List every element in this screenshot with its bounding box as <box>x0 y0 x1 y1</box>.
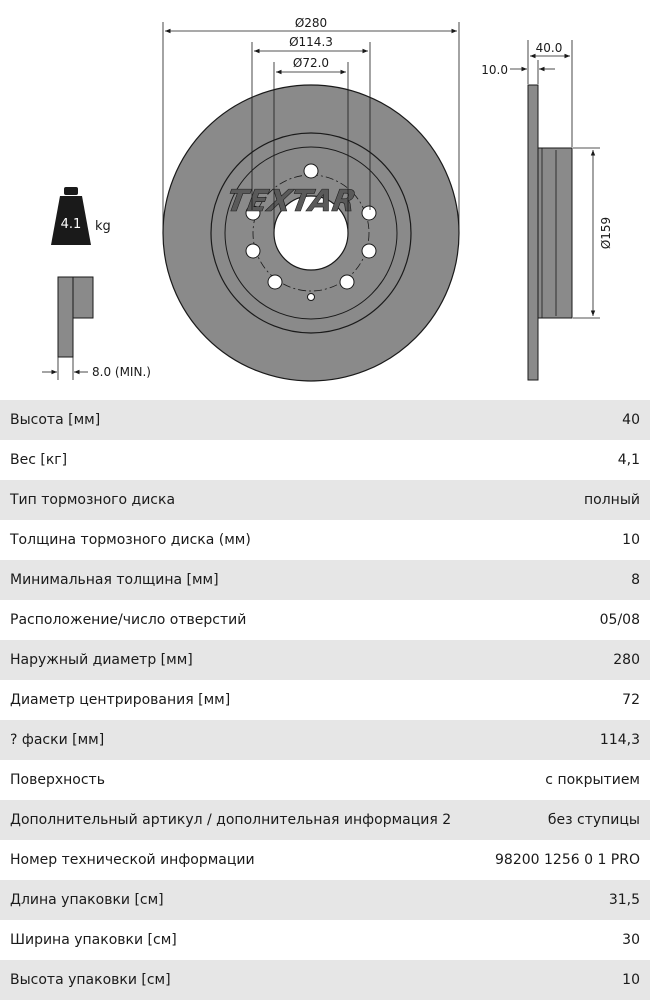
outer-diameter-label: Ø280 <box>294 16 328 30</box>
spec-label: Толщина тормозного диска (мм) <box>10 532 251 548</box>
disc-side-view <box>481 40 613 380</box>
spec-value: 280 <box>613 652 640 668</box>
spec-row <box>0 840 650 880</box>
spec-value: 98200 1256 0 1 PRO <box>495 852 640 868</box>
spec-label: Дополнительный артикул / дополнительная информация 2 <box>10 812 452 828</box>
spec-label: Наружный диаметр [мм] <box>10 652 193 668</box>
disc-front-view <box>163 85 459 381</box>
spec-value: 05/08 <box>599 612 640 628</box>
bolt-hole <box>268 275 282 289</box>
disc-hat-section <box>538 148 572 318</box>
spec-label: Вес [кг] <box>10 452 68 468</box>
specs-table <box>0 400 650 1000</box>
spec-value: с покрытием <box>545 772 640 788</box>
spec-row <box>0 800 650 840</box>
brand-logo: TEXTAR <box>224 184 359 219</box>
spec-value: 10 <box>622 532 640 548</box>
spec-value: полный <box>584 492 640 508</box>
weight-icon <box>51 187 111 245</box>
hub-diameter-label: Ø159 <box>599 216 613 250</box>
spec-label: Высота [мм] <box>10 412 101 428</box>
spec-label: Длина упаковки [см] <box>10 892 164 908</box>
bolt-hole <box>304 164 318 178</box>
min-thickness-icon <box>42 277 151 380</box>
spec-label: Поверхность <box>10 772 105 788</box>
spec-value: 4,1 <box>617 452 640 468</box>
min-thickness-label: 8.0 (MIN.) <box>92 365 151 379</box>
height-label: 40.0 <box>535 41 563 55</box>
bolt-circle-label: Ø114.3 <box>289 35 333 49</box>
stud-hole <box>246 244 260 258</box>
spec-value: 10 <box>622 972 640 988</box>
spec-row <box>0 880 650 920</box>
spec-row <box>0 440 650 480</box>
spec-value: 114,3 <box>599 732 640 748</box>
spec-value: 30 <box>622 932 640 948</box>
spec-value: без ступицы <box>547 812 640 828</box>
spec-label: Диаметр центрирования [мм] <box>10 692 231 708</box>
spec-row <box>0 680 650 720</box>
spec-label: ? фаски [мм] <box>10 732 105 748</box>
thickness-label: 10.0 <box>481 63 508 77</box>
set-screw-hole <box>308 294 315 301</box>
disc-friction-ring-section <box>528 85 538 380</box>
spec-label: Высота упаковки [см] <box>10 972 171 988</box>
stud-hole <box>362 244 376 258</box>
spec-value: 72 <box>622 692 640 708</box>
spec-row <box>0 720 650 760</box>
bolt-hole <box>362 206 376 220</box>
brake-disc-drawing <box>0 0 650 400</box>
spec-row <box>0 920 650 960</box>
spec-label: Номер технической информации <box>10 852 255 868</box>
spec-value: 8 <box>631 572 640 588</box>
weight-unit: kg <box>95 219 111 234</box>
spec-label: Тип тормозного диска <box>10 492 176 508</box>
spec-row <box>0 760 650 800</box>
spec-label: Ширина упаковки [см] <box>10 932 177 948</box>
center-bore-label: Ø72.0 <box>292 56 330 70</box>
spec-row <box>0 960 650 1000</box>
spec-row <box>0 480 650 520</box>
spec-label: Расположение/число отверстий <box>10 612 247 628</box>
spec-row <box>0 640 650 680</box>
spec-row <box>0 400 650 440</box>
weight-value: 4.1 <box>60 217 82 232</box>
spec-value: 40 <box>622 412 640 428</box>
bolt-hole <box>340 275 354 289</box>
spec-label: Минимальная толщина [мм] <box>10 572 219 588</box>
spec-row <box>0 520 650 560</box>
spec-value: 31,5 <box>608 892 640 908</box>
spec-row <box>0 560 650 600</box>
spec-row <box>0 600 650 640</box>
